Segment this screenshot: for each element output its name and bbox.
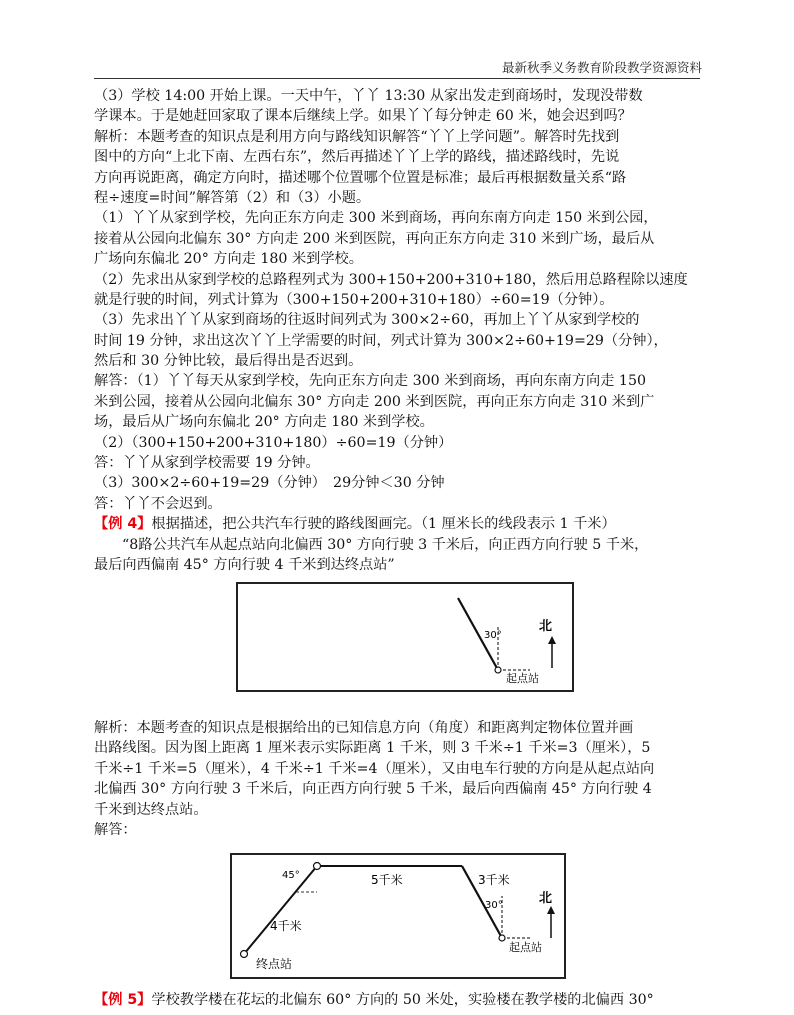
text-line: 答：丫丫不会迟到。 [94, 495, 222, 512]
example-4-quote-line-1: “8路公共汽车从起点站向北偏西 30° 方向行驶 3 千米后，向正西方向行驶 5 千米， [122, 536, 649, 553]
example-4-quote-line-2: 最后向西偏南 45° 方向行驶 4 千米到达终点站” [94, 556, 395, 573]
example-5-block [94, 990, 702, 1010]
angle-45-label: 45° [282, 870, 300, 881]
north-arrow-head-icon [547, 906, 555, 914]
text-line: 方向再说距离，确定方向时，描述哪个位置哪个位置是标准；最后再根据数量关系“路 [94, 169, 627, 186]
answer-block-1 [94, 86, 702, 575]
text-line: 千米到达终点站。 [94, 801, 208, 818]
header-divider [94, 78, 700, 79]
text-line: 就是行驶的时间，列式计算为（300+150+200+310+180）÷60=19（分钟）。 [94, 291, 614, 308]
text-line: 解答：（1）丫丫每天从家到学校，先向正东方向走 300 米到商场，再向东南方向走 150 [94, 373, 646, 390]
distance-3km-label: 3千米 [478, 873, 510, 887]
route-figure-answer [230, 850, 580, 982]
start-point-marker [499, 935, 505, 941]
text-line: 千米÷1 千米=5（厘米），4 千米÷1 千米=4（厘米），又由电车行驶的方向是从起点站向 [94, 760, 655, 777]
text-line: 然后和 30 分钟比较，最后得出是否迟到。 [94, 353, 363, 370]
end-station-label: 终点站 [256, 957, 293, 971]
text-line: 出路线图。因为图上距离 1 厘米表示实际距离 1 千米，则 3 千米÷1 千米=3（厘米），5 [94, 740, 651, 757]
text-line: 广场向东偏北 20° 方向走 180 米到学校。 [94, 251, 363, 268]
text-line: （1）丫丫从家到学校，先向正东方向走 300 米到商场，再向东南方向走 150 米到公园， [94, 210, 658, 227]
end-point-marker [241, 951, 248, 958]
text-line: 解析：本题考查的知识点是根据给出的已知信息方向（角度）和距离判定物体位置并画 [94, 720, 634, 736]
example-4-line [94, 514, 702, 534]
text-line: 答：丫丫从家到学校需要 19 分钟。 [94, 455, 320, 472]
text-line: 时间 19 分钟，求出这次丫丫上学需要的时间，列式计算为 300×2÷60+19=29（分钟）， [94, 332, 668, 349]
page-header-title: 最新秋季义务教育阶段教学资源资料 [501, 60, 702, 75]
start-station-label: 起点站 [506, 672, 539, 685]
text-line: 解答： [94, 821, 137, 838]
distance-4km-label: 4千米 [270, 919, 302, 933]
angle-30-label: 30° [485, 900, 503, 911]
text-line: （3）300×2÷60+19=29（分钟） 29分钟＜30 分钟 [94, 475, 445, 492]
text-line: 程÷速度=时间”解答第（2）和（3）小题。 [94, 189, 371, 206]
analysis-block-2 [94, 718, 702, 840]
text-line: （2）（300+150+200+310+180）÷60=19（分钟） [94, 434, 453, 451]
turn-point-marker [314, 863, 321, 870]
text-line: 场，最后从广场向东偏北 20° 方向走 180 米到学校。 [94, 414, 434, 431]
distance-5km-label: 5千米 [371, 873, 403, 887]
example-4-tag: 【例 4】 [94, 516, 152, 533]
text-line: 学课本。于是她赶回家取了课本后继续上学。如果丫丫每分钟走 60 米，她会迟到吗？ [94, 108, 632, 125]
text-line: （3）先求出丫丫从家到商场的往返时间列式为 300×2÷60，再加上丫丫从家到学校的 [94, 312, 640, 329]
example-5-text: 学校教学楼在花坛的北偏东 60° 方向的 50 米处，实验楼在教学楼的北偏西 30° [151, 992, 654, 1008]
north-arrow-head-icon [548, 636, 556, 644]
angle-label: 30° [484, 630, 502, 641]
route-segment-sw45 [244, 866, 317, 954]
text-line: （2）先求出从家到学校的总路程列式为 300+150+200+310+180，然后用总路程除以速度 [94, 271, 688, 288]
example-5-line [94, 990, 702, 1010]
example-5-tag: 【例 5】 [94, 992, 152, 1008]
north-label: 北 [539, 891, 553, 906]
text-line: （3）学校 14:00 开始上课。一天中午，丫丫 13:30 从家出发走到商场时，发现没带数 [94, 88, 643, 104]
text-line: 接着从公园向北偏东 30° 方向走 200 米到医院，再向正东方向走 310 米到广场，最后从 [94, 230, 655, 247]
text-line: 北偏西 30° 方向行驶 3 千米后，向正西方向行驶 5 千米，最后向西偏南 45° 方向行驶 4 [94, 781, 652, 798]
example-4-text: 根据描述，把公共汽车行驶的路线图画完。（1 厘米长的线段表示 1 千米） [151, 516, 616, 533]
start-point-marker [495, 667, 501, 673]
text-line: 解析：本题考查的知识点是利用方向与路线知识解答“丫丫上学问题”。解答时先找到 [94, 128, 620, 145]
start-station-label: 起点站 [509, 941, 542, 954]
text-line: 米到公园，接着从公园向北偏东 30° 方向走 200 米到医院，再向正东方向走 310 米到广 [94, 393, 655, 410]
route-figure-incomplete [236, 582, 576, 694]
north-label: 北 [539, 619, 553, 634]
text-line: 图中的方向“上北下南、左西右东”，然后再描述丫丫上学的路线，描述路线时，先说 [94, 149, 620, 166]
